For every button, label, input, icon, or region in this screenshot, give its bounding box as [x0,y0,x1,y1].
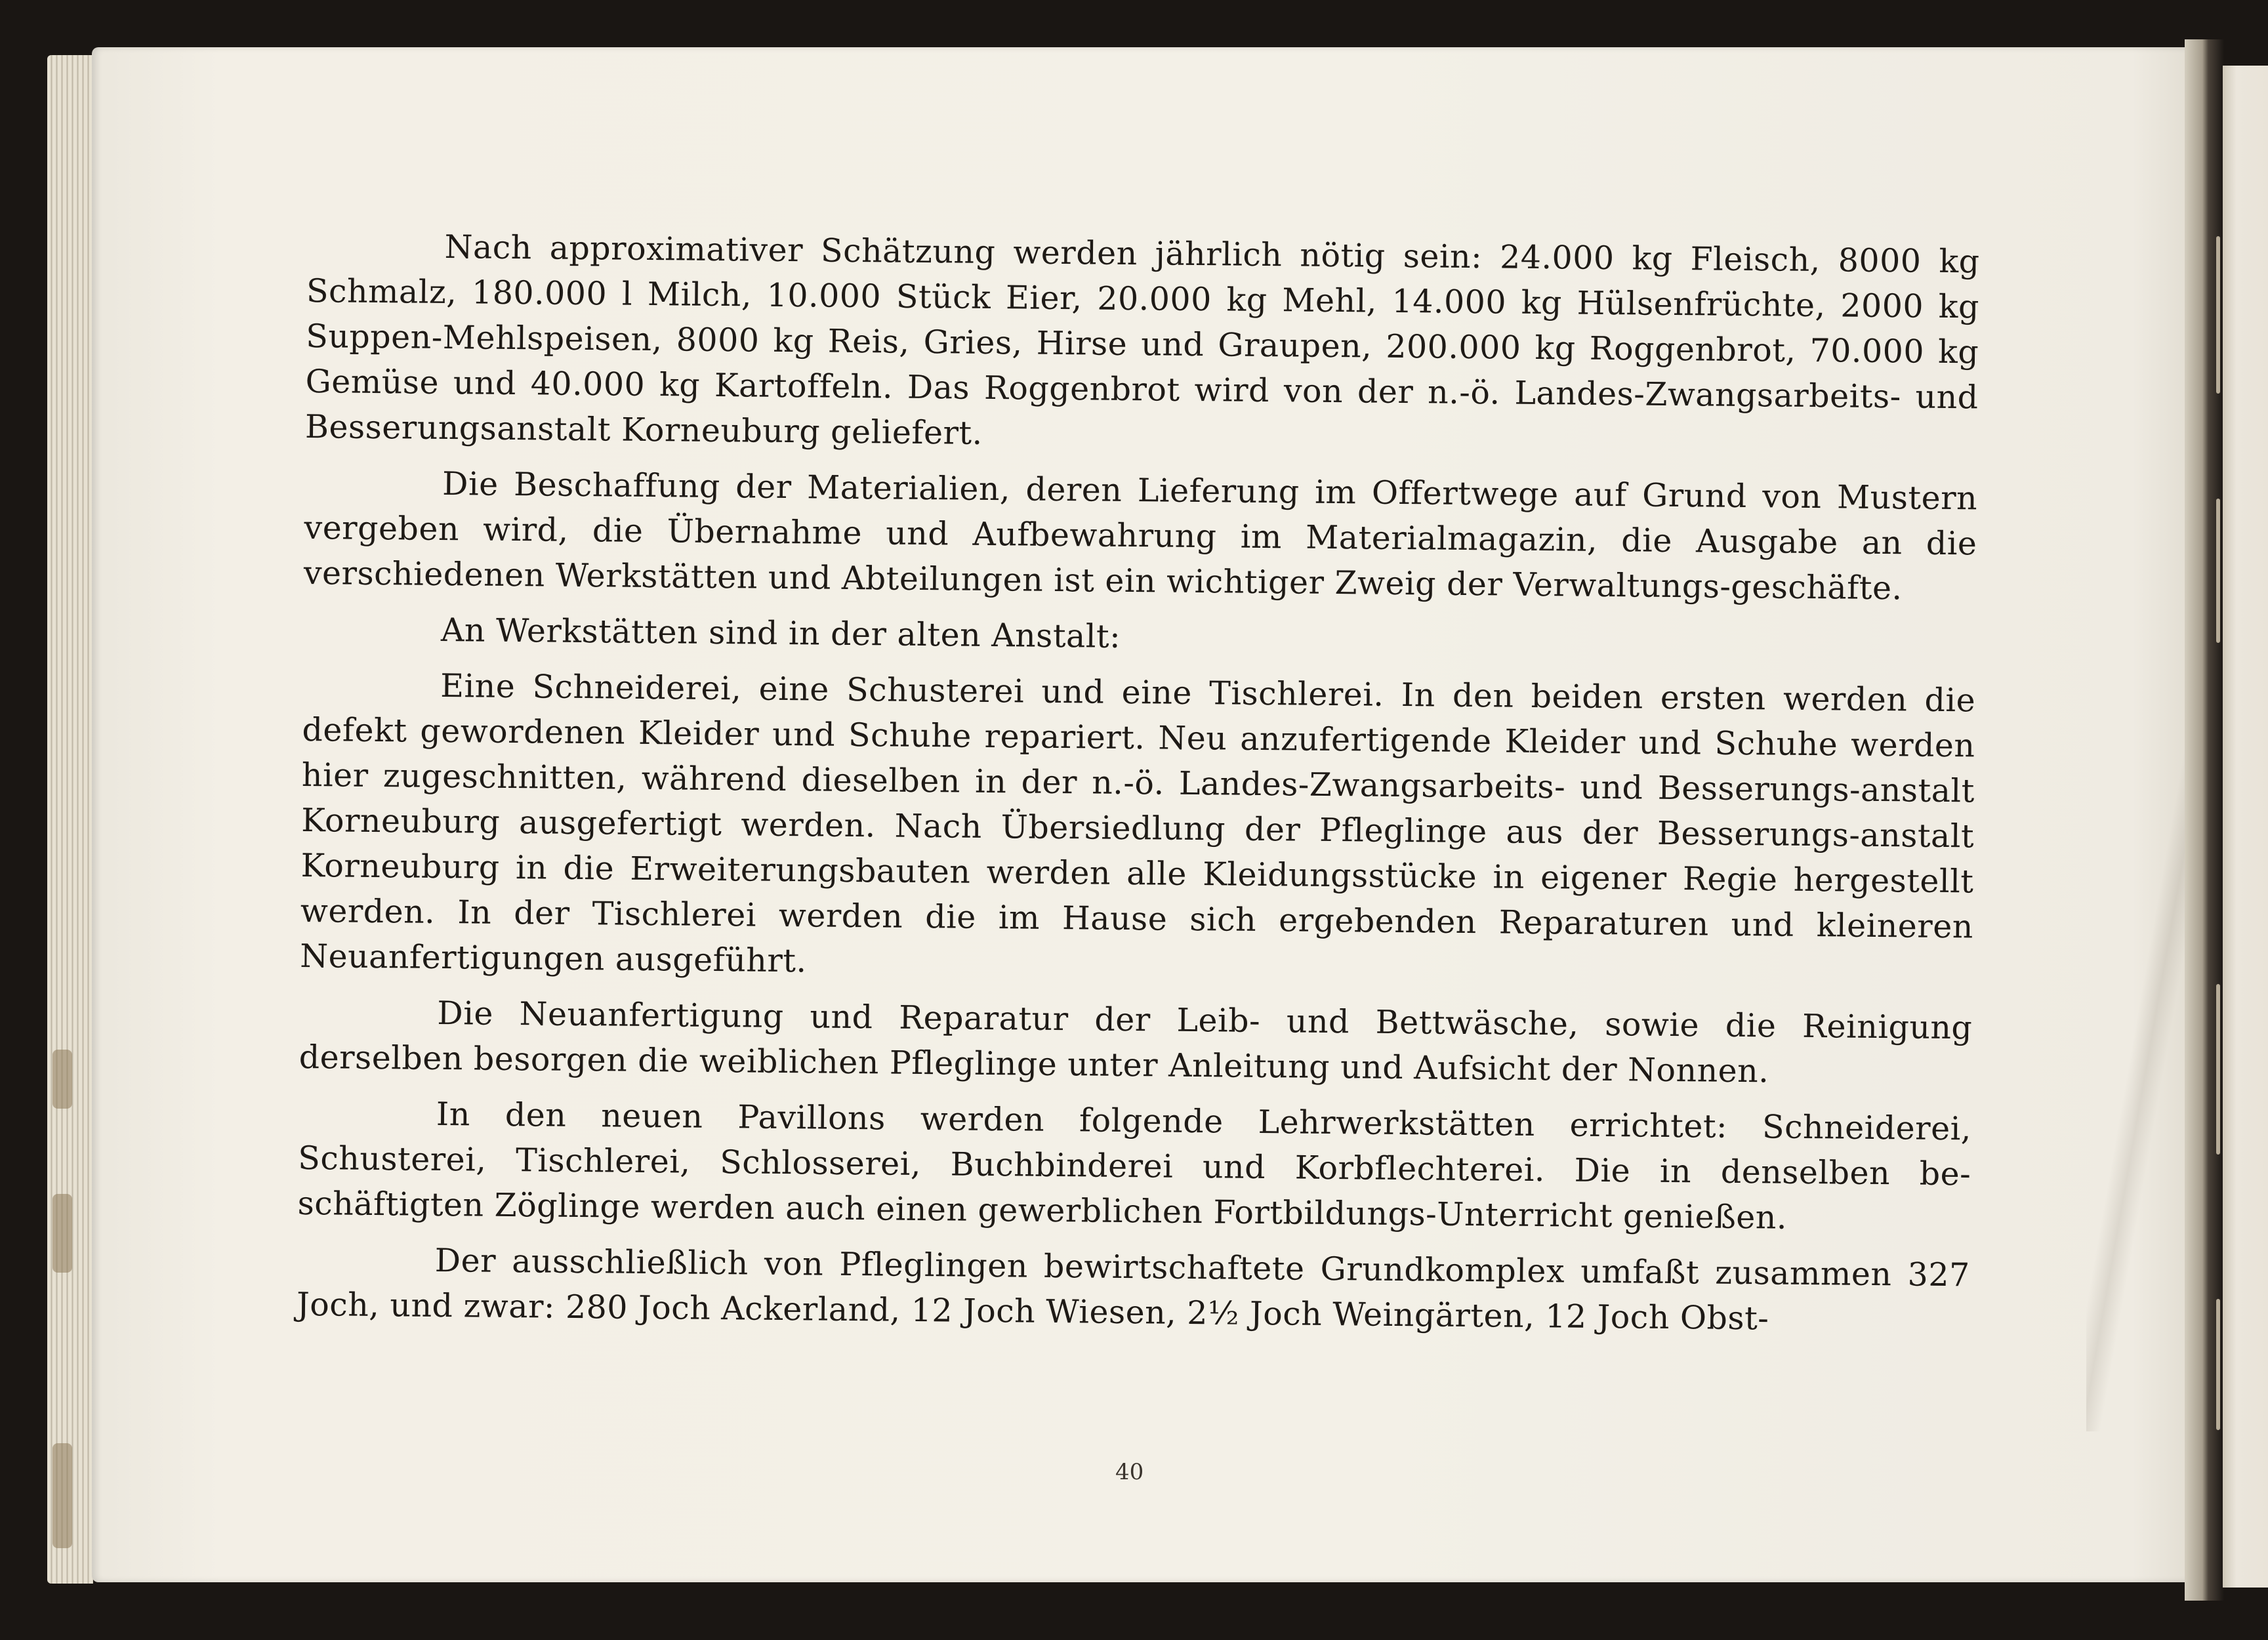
paragraph-linen: Die Neuanfertigung und Reparatur der Leib- und Bettwäsche, sowie die Reinigung derselben besorgen die weiblichen Pfleglinge unter Anleitung und Aufsicht der Nonnen. [299,994,1973,1090]
page-edge-stain [52,1194,72,1273]
paragraph-new-pavilions: In den neuen Pavillons werden folgende Lehrwerkstätten errichtet: Schneiderei, Schusterei, Tischlerei, Schlosserei, Buchbinderei und Korbflechterei. Die in denselben be-schäftigten Zöglinge werden auch einen gewerblichen Fortbildungs-Unterricht genießen. [297,1095,1972,1237]
facing-page-edge [2223,66,2268,1588]
paragraph-workshops-old: Eine Schneiderei, eine Schusterei und eine Tischlerei. In den beiden ersten werden die defekt gewordenen Kleider und Schuhe repariert. Neu anzufertigende Kleider und Schuhe werden hier zugeschnitten, während dieselben in der n.-ö. Landes-Zwangsarbeits- und Besserungs-anstalt Korneuburg ausgefertigt werden. Nach Übersiedlung der Pfleglinge aus der Besserungs-anstalt Korneuburg in die Erweiterungsbauten werden alle Kleidungsstücke in eigener Regie hergestellt werden. In der Tischlerei werden die im Hause sich ergebenden Reparaturen und kleineren Neuanfertigungen ausgeführt. [299,666,1976,980]
binding-stitch [2216,499,2220,643]
page-edge-stain [52,1050,72,1109]
paragraph-workshops-intro: An Werkstätten sind in der alten Anstalt: [440,611,1121,655]
paragraph-food-quantities: Nach approximativer Schätzung werden jährlich nötig sein: 24.000 kg Fleisch, 8000 kg Schmalz, 180.000 l Milch, 10.000 Stück Eier, 20.000 kg Mehl, 14.000 kg Hülsenfrüchte, 2000 kg Suppen-Mehlspeisen, 8000 kg Reis, Gries, Hirse und Graupen, 200.000 kg Roggenbrot, 70.000 kg Gemüse und 40.000 kg Kartoffeln. Das Roggenbrot wird von der n.-ö. Landes-Zwangsarbeits- und Besserungsanstalt Korneuburg geliefert. [304,228,1980,452]
page-edge-stain [52,1443,72,1548]
paragraph-materials: Die Beschaffung der Materialien, deren Lieferung im Offertwege auf Grund von Mustern vergeben wird, die Übernahme und Aufbewahrung im Materialmagazin, die Ausgabe an die verschiedenen Werkstätten und Abteilungen ist ein wichtiger Zweig der Verwaltungs-geschäfte. [303,464,1978,607]
page-edges [47,55,93,1584]
binding-stitch [2216,984,2220,1155]
body-text [297,223,1980,1353]
paragraph-land: Der ausschließlich von Pfleglingen bewirtschaftete Grundkomplex umfaßt zusammen 327 Joch, und zwar: 280 Joch Ackerland, 12 Joch Wiesen, 2½ Joch Weingärten, 12 Joch Obst- [296,1241,1970,1338]
binding-stitch [2216,236,2220,394]
binding-stitch [2216,1299,2220,1430]
page-number: 40 [1115,1459,1144,1485]
